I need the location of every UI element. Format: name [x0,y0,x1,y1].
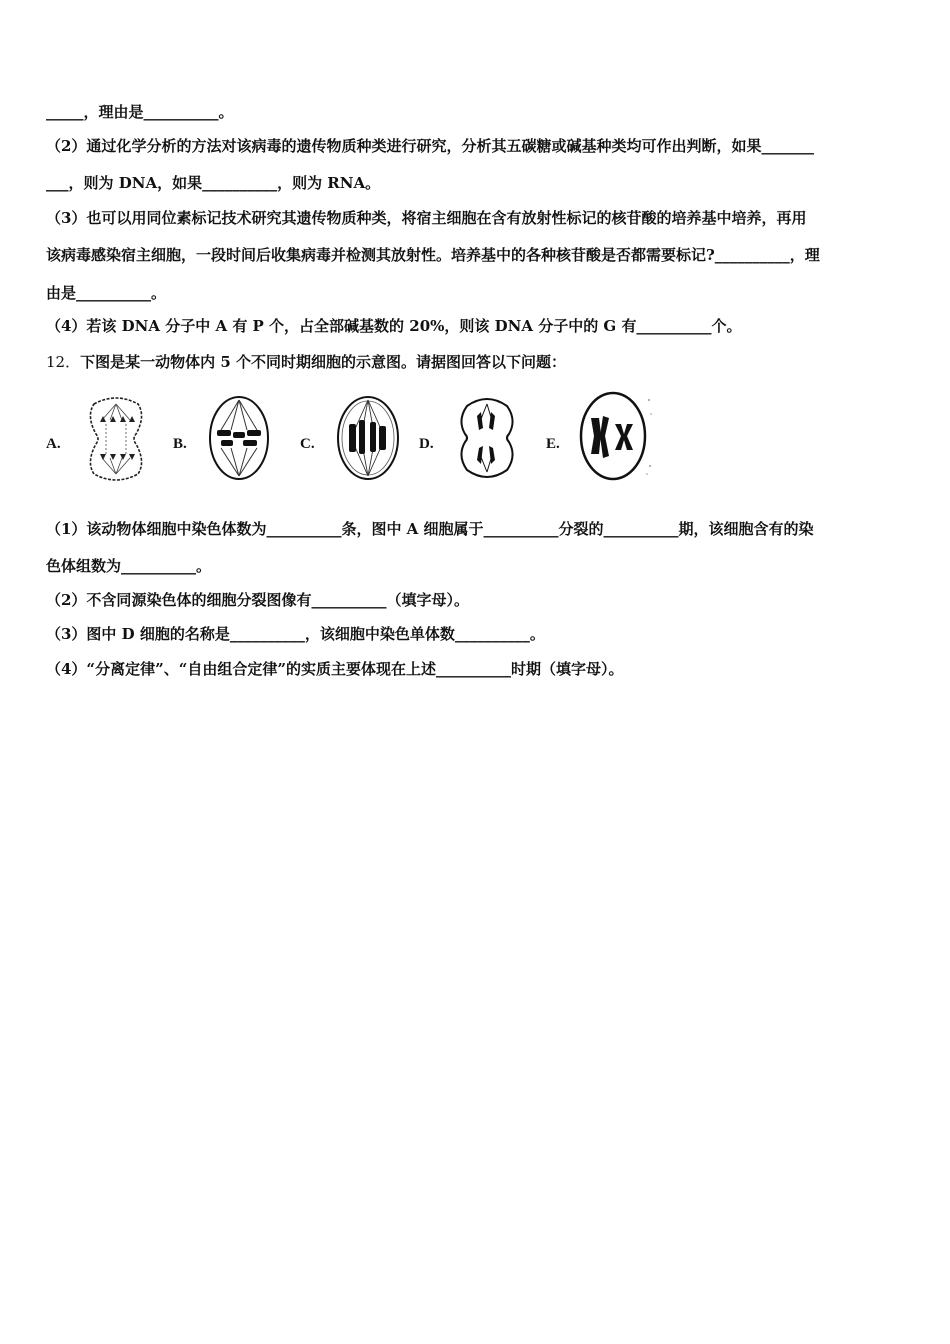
question-12-stem [46,352,566,372]
text-line: （1）该动物体细胞中染色体数为__________条，图中 A 细胞属于__________分裂的__________期，该细胞含有的染 [46,520,814,538]
question-number: 12． [46,353,81,371]
text-line: _____，理由是__________。 [46,103,234,121]
figure-label-e: E. [546,436,560,452]
text-line: ___，则为 DNA，如果__________，则为 RNA。 [46,174,381,192]
cell-a-image [80,394,152,484]
text-line: （4）若该 DNA 分子中 A 有 P 个，占全部碱基数的 20%，则该 DNA 分子中的 G 有__________个。 [46,317,742,335]
figure-label-a: A. [46,436,61,452]
text-line: （2）通过化学分析的方法对该病毒的遗传物质种类进行研究，分析其五碳糖或碱基种类均可作出判断，如果_______ [46,137,814,155]
text-line: （4）“分离定律”、“自由组合定律”的实质主要体现在上述__________时期（填字母）。 [46,660,624,678]
question-text: 下图是某一动物体内 5 个不同时期细胞的示意图。请据图回答以下问题： [80,353,566,371]
text-line: （2）不含同源染色体的细胞分裂图像有__________（填字母）。 [46,591,469,609]
cell-d-image [455,394,519,482]
cell-c-image [335,394,401,482]
figure-label-b: B. [173,436,187,452]
text-line: 由是__________。 [46,284,167,302]
text-line: （3）图中 D 细胞的名称是__________，该细胞中染色单体数__________。 [46,625,545,643]
cell-e-image [577,390,657,482]
figure-label-c: C. [300,436,315,452]
text-line: 该病毒感染宿主细胞，一段时间后收集病毒并检测其放射性。培养基中的各种核苷酸是否都需要标记?__________，理 [46,246,820,264]
figure-label-d: D. [419,436,434,452]
text-line: （3）也可以用同位素标记技术研究其遗传物质种类，将宿主细胞在含有放射性标记的核苷酸的培养基中培养，再用 [46,209,807,227]
cell-b-image [207,394,271,482]
text-line: 色体组数为__________。 [46,557,212,575]
